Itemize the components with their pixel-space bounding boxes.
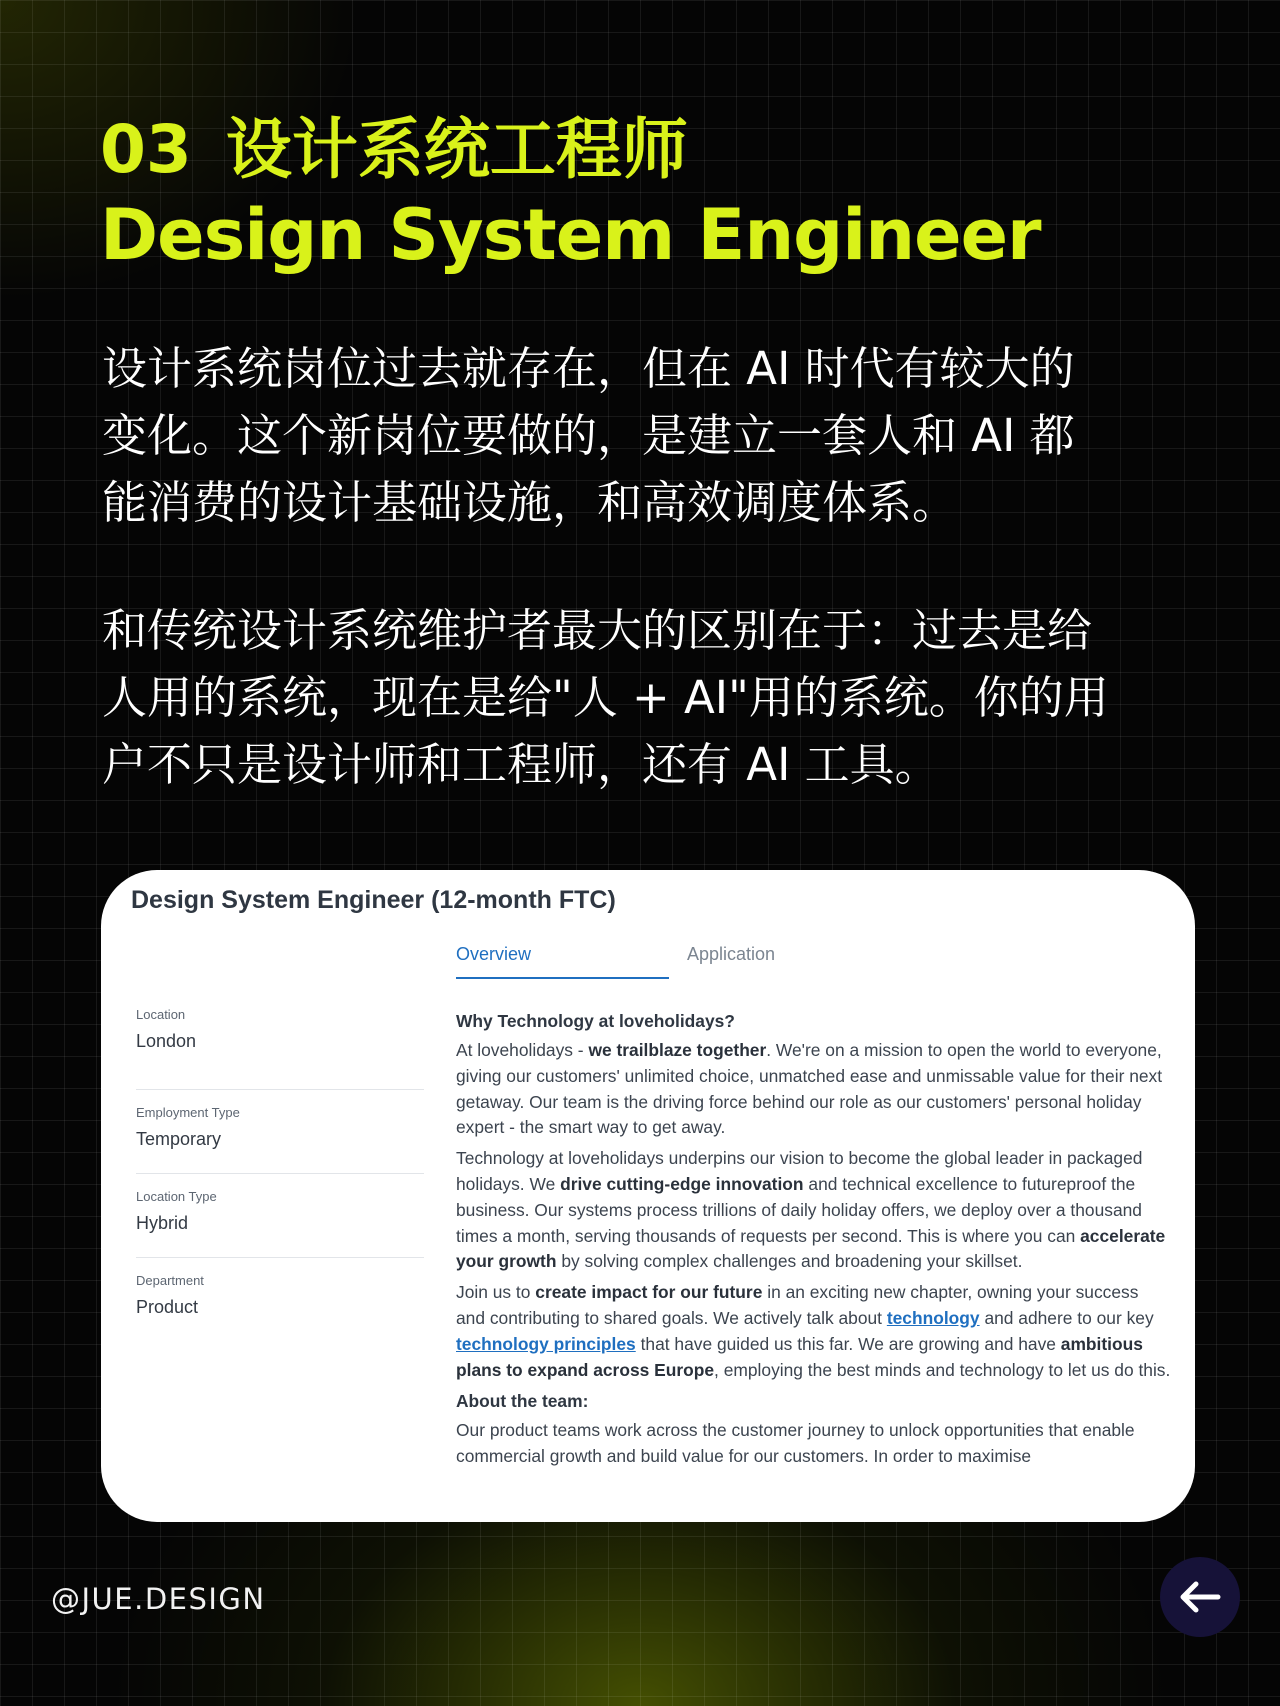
- job-posting-screenshot: [101, 870, 1195, 1522]
- meta-label: Location: [136, 1007, 186, 1022]
- bold-text: accelerate your growth: [456, 1225, 1166, 1272]
- meta-employment-type: [136, 1090, 424, 1174]
- paragraph-line: 人用的系统，现在是给"人 + AI"用的系统。你的用: [102, 671, 1109, 724]
- job-title: Design System Engineer (12-month FTC): [131, 886, 616, 914]
- text: At loveholidays -: [456, 1040, 589, 1060]
- paragraph-line: 能消费的设计基础设施，和高效调度体系。: [102, 476, 958, 529]
- text: in an exciting new chapter, owning your success and contributing to shared goals. We actively talk about: [456, 1282, 1139, 1328]
- tab-bar: [456, 944, 876, 980]
- bold-text: drive cutting-edge innovation: [560, 1173, 804, 1194]
- paragraph-line: 变化。这个新岗位要做的，是建立一套人和 AI 都: [102, 409, 1075, 462]
- paragraph-line: 设计系统岗位过去就存在，但在 AI 时代有较大的: [102, 342, 1075, 395]
- back-button[interactable]: [1160, 1557, 1240, 1637]
- text: . We're on a mission to open the world to everyone, giving our customers' unlimited choice, unmatched ease and unmissable value for their next getaway. Our team is the driving force behind our role as our customers' personal holiday expert - the smart way to get away.: [456, 1040, 1163, 1138]
- author-handle: @JUE.DESIGN: [51, 1582, 266, 1616]
- meta-value: Product: [136, 1297, 199, 1317]
- job-meta-sidebar: [136, 1006, 424, 1342]
- tab-application[interactable]: Application: [687, 944, 776, 964]
- bold-text: ambitious plans to expand across Europe: [456, 1333, 1143, 1380]
- job-description: [456, 1008, 1171, 1475]
- text: by solving complex challenges and broadening your skillset.: [556, 1251, 1023, 1272]
- description-paragraph: Our product teams work across the customer journey to unlock opportunities that enable commercial growth and build value for our customers. In order to maximise: [456, 1420, 1135, 1467]
- meta-location-type: [136, 1174, 424, 1258]
- description-paragraph: [456, 1038, 1171, 1141]
- meta-value: Temporary: [136, 1129, 222, 1149]
- description-paragraph: [456, 1146, 1171, 1275]
- text: and technical excellence to futureproof the business. Our systems process trillions of daily holiday offers, we deploy over a thousand times a month, serving thousands of requests per second. This is where you can: [456, 1173, 1142, 1246]
- meta-label: Department: [136, 1273, 204, 1288]
- meta-department: [136, 1258, 424, 1342]
- section-number: 03: [100, 111, 192, 188]
- meta-label: Location Type: [136, 1189, 217, 1204]
- text: Technology at loveholidays underpins our vision to become the global leader in packaged holidays. We: [456, 1148, 1143, 1194]
- paragraph-line: 和传统设计系统维护者最大的区别在于：过去是给: [102, 604, 1093, 657]
- page-heading: [100, 108, 1041, 278]
- tab-overview[interactable]: Overview: [456, 944, 669, 979]
- intro-paragraph-2: [102, 597, 1202, 798]
- meta-value: London: [136, 1031, 197, 1051]
- section-heading-team: About the team:: [456, 1391, 589, 1412]
- title-en: Design System Engineer: [100, 194, 1041, 276]
- technology-principles-link[interactable]: technology principles: [456, 1333, 636, 1354]
- heading-line-cn: [100, 108, 1041, 192]
- bold-text: we trailblaze together: [588, 1040, 767, 1060]
- description-paragraph: [456, 1280, 1171, 1383]
- meta-value: Hybrid: [136, 1213, 189, 1233]
- text: that have guided us this far. We are growing and have: [635, 1333, 1061, 1354]
- section-heading-why: Why Technology at loveholidays?: [456, 1011, 735, 1031]
- title-cn: 设计系统工程师: [225, 111, 688, 188]
- bold-text: create impact for our future: [535, 1282, 763, 1303]
- text: and adhere to our key: [979, 1307, 1154, 1328]
- intro-paragraph-1: [102, 335, 1202, 536]
- text: , employing the best minds and technology to let us do this.: [714, 1359, 1171, 1380]
- meta-label: Employment Type: [136, 1105, 240, 1120]
- technology-link[interactable]: technology: [886, 1307, 980, 1328]
- meta-location: [136, 1006, 424, 1090]
- arrow-left-icon: [1178, 1580, 1222, 1614]
- paragraph-line: 户不只是设计师和工程师，还有 AI 工具。: [102, 738, 940, 791]
- text: Join us to: [456, 1282, 536, 1303]
